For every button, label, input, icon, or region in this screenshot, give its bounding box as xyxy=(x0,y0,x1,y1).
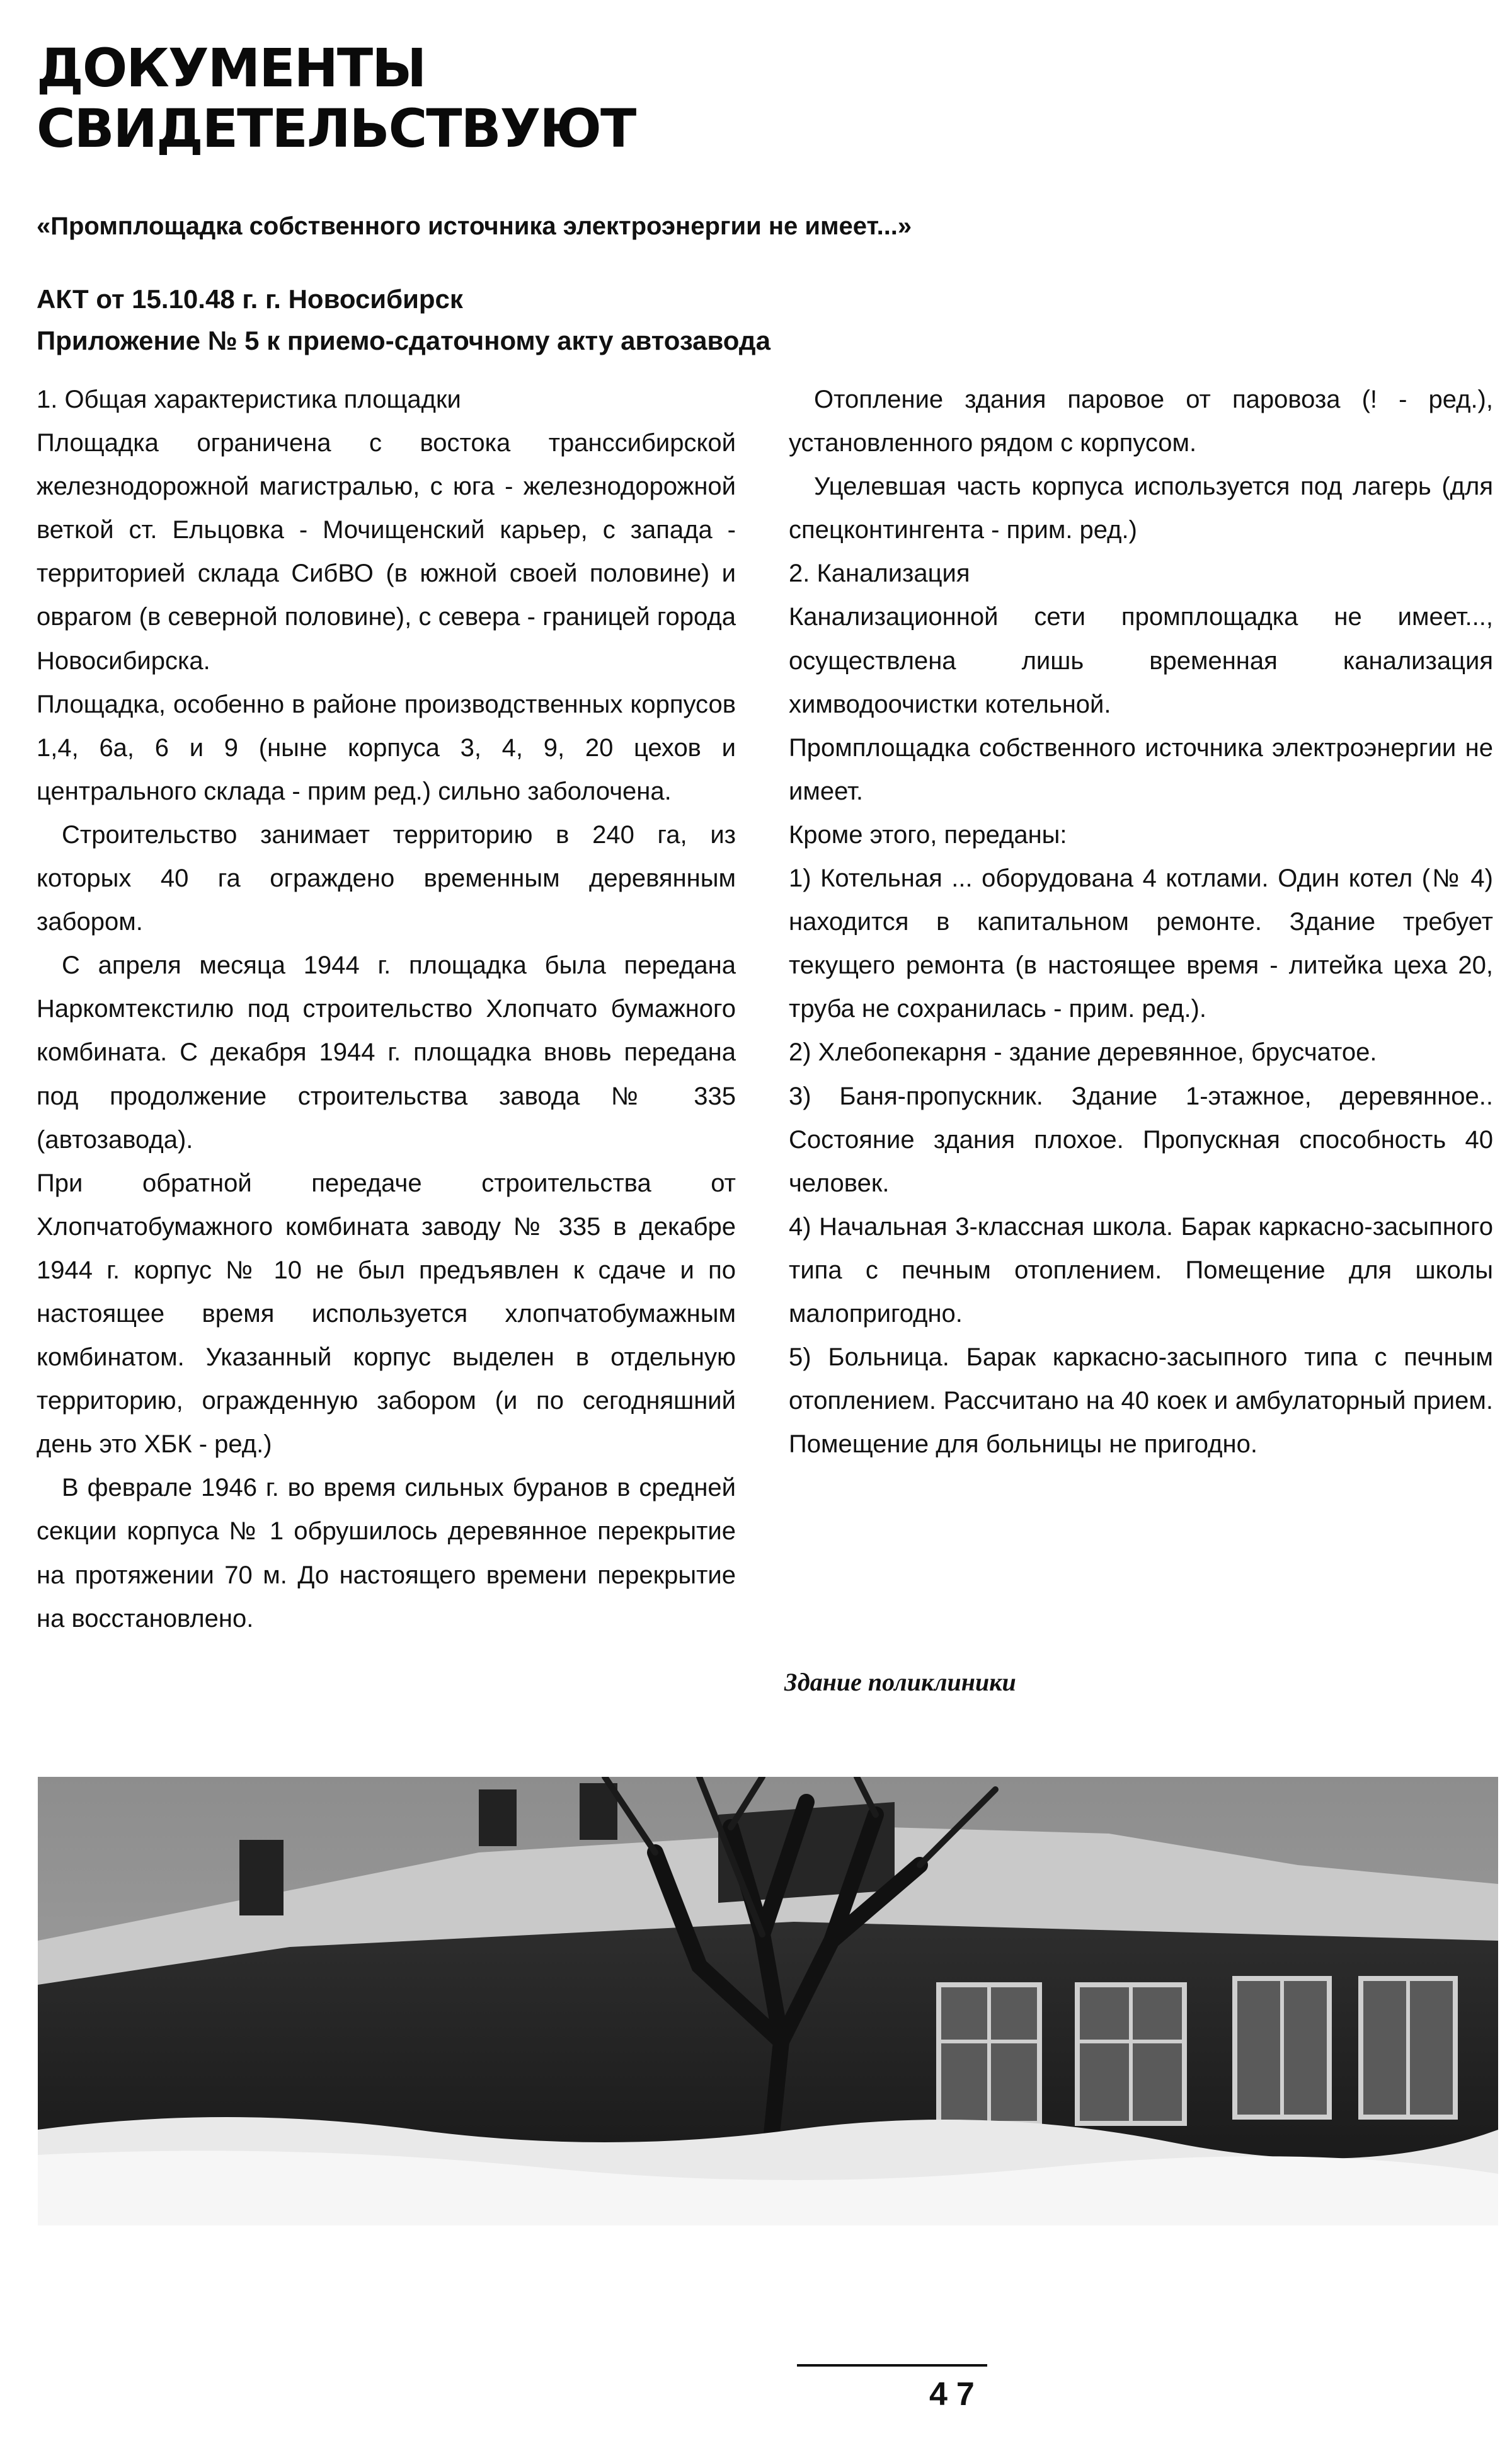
chimney xyxy=(479,1789,517,1846)
paragraph: Кроме этого, переданы: xyxy=(789,820,1067,849)
paragraph: С апреля месяца 1944 г. площадка была передана Наркомтекстилю под строительство Хлопчато бумажного комбината. С декабря 1944 г. площадка вновь передана под продолжение строительства завода № 335 (автозавода). xyxy=(37,951,736,1154)
paragraph: 4) Начальная 3-классная школа. Барак каркасно-засыпного типа с печным отоплением. Помещение для школы малопригодно. xyxy=(789,1212,1493,1328)
paragraph: 2. Канализация xyxy=(789,560,970,588)
section-heading xyxy=(37,38,635,159)
document-quote-title: «Промплощадка собственного источника электроэнергии не имеет...» xyxy=(37,212,912,240)
building-photo-illustration xyxy=(38,1777,1498,2225)
page-number: 47 xyxy=(929,2376,983,2413)
paragraph: При обратной передаче строительства от Хлопчатобумажного комбината заводу № 335 в декабре 1944 г. корпус № 10 не был предъявлен к сдаче и по настоящее время используется хлопчатобумажным комбинатом. Указанный корпус выделен в отдельную территорию, огражденную забором (и по сегодняшний день это ХБК - ред.) xyxy=(37,1169,736,1459)
right-text-column xyxy=(789,378,1493,1466)
paragraph: Промплощадка собственного источника электроэнергии не имеет. xyxy=(789,733,1493,805)
chimney xyxy=(239,1840,284,1915)
paragraph: 5) Больница. Барак каркасно-засыпного типа с печным отоплением. Рассчитано на 40 коек и амбулаторный прием. Помещение для больницы не пригодно. xyxy=(789,1343,1493,1459)
act-title-line-1: АКТ от 15.10.48 г. г. Новосибирск xyxy=(37,284,463,314)
paragraph: 1. Общая характеристика площадки xyxy=(37,386,461,413)
act-title xyxy=(37,278,770,362)
paragraph: В феврале 1946 г. во время сильных буранов в средней секции корпуса № 1 обрушилось деревянное перекрытие на протяжении 70 м. До настоящего времени перекрытие на восстановлено. xyxy=(37,1474,736,1633)
photo-caption: Здание поликлиники xyxy=(784,1668,1016,1696)
paragraph: Отопление здания паровое от паровоза (! - ред.), установленного рядом с корпусом. xyxy=(789,386,1493,457)
paragraph: Площадка ограничена с востока транссибирской железнодорожной магистралью, с юга - железнодорожной веткой ст. Ельцовка - Мочищенский карьер, с запада - территорией склада СибВО (в южной своей половине) и оврагом (в северной половине), с севера - границей города Новосибирска. xyxy=(37,429,736,675)
building-photo xyxy=(38,1777,1498,2225)
paragraph: 3) Баня-пропускник. Здание 1-этажное, деревянное.. Состояние здания плохое. Пропускная способность 40 человек. xyxy=(789,1082,1493,1197)
left-text-column xyxy=(37,378,736,1641)
footer-rule xyxy=(797,2364,987,2367)
act-title-line-2: Приложение № 5 к приемо-сдаточному акту автозавода xyxy=(37,326,770,355)
paragraph: 1) Котельная ... оборудована 4 котлами. Один котел (№ 4) находится в капитальном ремонте. Здание требует текущего ремонта (в настоящее время - литейка цеха 20, труба не сохранилась - прим. ред.). xyxy=(789,864,1493,1023)
paragraph: Строительство занимает территорию в 240 га, из которых 40 га ограждено временным деревянным забором. xyxy=(37,820,736,936)
paragraph: 2) Хлебопекарня - здание деревянное, брусчатое. xyxy=(789,1038,1377,1067)
heading-line-1: ДОКУМЕНТЫ xyxy=(37,37,426,99)
paragraph: Уцелевшая часть корпуса используется под лагерь (для спецконтингента - прим. ред.) xyxy=(789,473,1493,544)
paragraph: Канализационной сети промплощадка не имеет..., осуществлена лишь временная канализация химводоочистки котельной. xyxy=(789,603,1493,718)
heading-line-2: СВИДЕТЕЛЬСТВУЮТ xyxy=(37,98,636,159)
paragraph: Площадка, особенно в районе производственных корпусов 1,4, 6а, 6 и 9 (ныне корпуса 3, 4, 9, 20 цехов и центрального склада - прим ред.) сильно заболочена. xyxy=(37,690,736,805)
